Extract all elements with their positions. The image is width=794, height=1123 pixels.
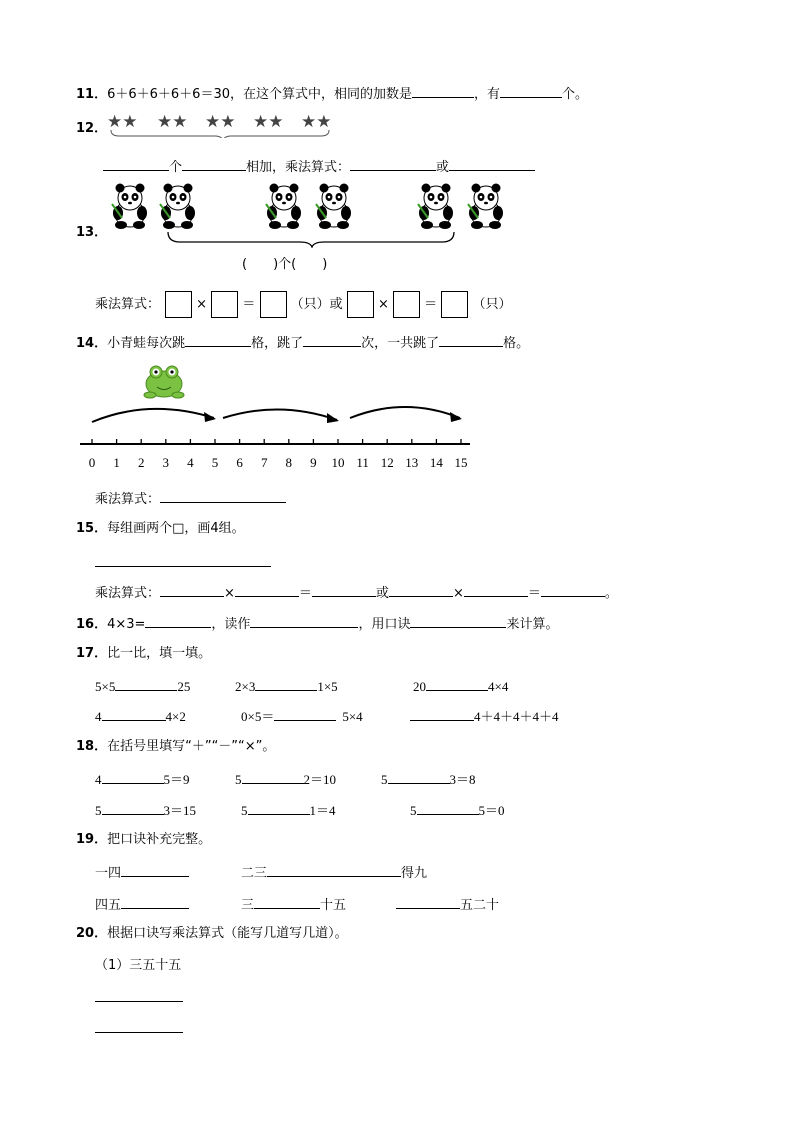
q18-item: 5 2＝10 xyxy=(235,772,337,787)
answer-box[interactable] xyxy=(347,291,374,318)
q17-item: 2×3 1×5 xyxy=(235,679,338,694)
panda-icon xyxy=(266,184,301,230)
question-title: 在括号里填写“＋”“－”“×”。 xyxy=(107,739,276,754)
star-icon: ★★ xyxy=(107,112,138,132)
answer-blank[interactable] xyxy=(464,583,528,597)
answer-blank[interactable] xyxy=(102,707,166,721)
drawing-line[interactable] xyxy=(95,566,271,567)
question-12-line2 xyxy=(103,157,535,176)
tick-label: 13 xyxy=(405,455,419,470)
star-icon: ★★ xyxy=(157,112,188,132)
panda-icon xyxy=(418,184,453,230)
panda-bracket-text xyxy=(242,257,327,273)
formula-label: 乘法算式： xyxy=(95,492,161,507)
question-number: 15． xyxy=(76,521,108,536)
question-16 xyxy=(76,614,558,633)
answer-blank[interactable] xyxy=(235,583,299,597)
question-text: ，有 xyxy=(474,87,501,102)
tick-label: 14 xyxy=(429,455,443,470)
question-18 xyxy=(76,739,275,755)
question-title: 把口诀补充完整。 xyxy=(107,832,212,847)
answer-blank[interactable] xyxy=(121,863,189,877)
question-text: 来计算。 xyxy=(506,617,559,632)
question-number: 14． xyxy=(76,336,108,351)
answer-blank[interactable] xyxy=(274,707,336,721)
tick-label: 9 xyxy=(310,455,317,470)
times-sign: × xyxy=(224,586,235,601)
q19-item: 三 十五 xyxy=(241,895,346,914)
q17-item: 4 4×2 xyxy=(95,709,186,724)
panda-icon xyxy=(160,184,195,230)
question-15 xyxy=(76,521,245,537)
number-line-diagram xyxy=(80,360,480,455)
formula-label: 乘法算式： xyxy=(95,586,161,601)
answer-blank[interactable] xyxy=(439,333,503,347)
arrowhead-icon xyxy=(204,412,216,422)
answer-box[interactable] xyxy=(165,291,192,318)
answer-blank[interactable] xyxy=(115,677,177,691)
arrowhead-icon xyxy=(450,412,462,422)
question-text: 每组画两个□，画4组。 xyxy=(107,521,245,536)
tick-label: 3 xyxy=(162,455,170,470)
jump-arcs xyxy=(92,407,460,422)
question-15-formula xyxy=(95,583,618,602)
question-number: 17． xyxy=(76,646,108,661)
q19-item: 四五 xyxy=(95,895,189,914)
answer-blank[interactable] xyxy=(145,614,211,628)
answer-line[interactable] xyxy=(95,1032,183,1033)
question-number: 13． xyxy=(76,225,108,240)
question-text: 。 xyxy=(604,586,618,601)
answer-blank[interactable] xyxy=(250,614,358,628)
q17-item: 5×5 25 xyxy=(95,679,191,694)
tick-label: 6 xyxy=(236,455,243,470)
question-text: ，读作 xyxy=(211,617,251,632)
q20-subquestion xyxy=(95,958,181,974)
question-14-formula xyxy=(95,489,286,508)
times-sign: × xyxy=(452,586,464,601)
q18-item: 5 1＝4 xyxy=(241,803,336,818)
tick-label: 12 xyxy=(380,455,394,470)
q17-item: 4＋4＋4＋4＋4 xyxy=(410,707,559,725)
tick-label: 0 xyxy=(88,455,96,470)
answer-blank[interactable] xyxy=(350,157,436,171)
answer-blank[interactable] xyxy=(103,157,169,171)
equals-sign: ＝ xyxy=(527,586,541,601)
panda-icon xyxy=(112,184,147,230)
tick-label: 1 xyxy=(113,455,120,470)
answer-blank[interactable] xyxy=(267,863,401,877)
equals-sign: ＝ xyxy=(424,297,438,312)
question-17 xyxy=(76,646,211,662)
times-sign: × xyxy=(377,297,389,312)
curly-brace xyxy=(168,232,454,247)
star-groups xyxy=(105,110,335,138)
answer-box[interactable] xyxy=(441,291,468,318)
answer-blank[interactable] xyxy=(121,895,189,909)
question-text: 4×3= xyxy=(107,617,146,632)
answer-blank[interactable] xyxy=(389,583,453,597)
tick-label: 7 xyxy=(260,455,268,470)
question-number: 19． xyxy=(76,832,108,847)
tick-label: 4 xyxy=(187,455,194,470)
answer-box[interactable] xyxy=(211,291,238,318)
frog-icon xyxy=(144,366,184,398)
answer-blank[interactable] xyxy=(410,707,474,721)
question-text: 次，一共跳了 xyxy=(361,336,440,351)
equals-sign: ＝ xyxy=(242,297,256,312)
unit-label: （只） xyxy=(472,297,512,312)
answer-blank[interactable] xyxy=(102,770,164,784)
question-text: 格。 xyxy=(503,336,530,351)
answer-blank[interactable] xyxy=(242,770,304,784)
question-number: 11． xyxy=(76,87,108,102)
question-title: 比一比，填一填。 xyxy=(107,646,212,661)
tick-label: 10 xyxy=(331,455,345,470)
question-text: ，用口诀 xyxy=(358,617,411,632)
or-text: 或 xyxy=(329,297,343,312)
answer-blank[interactable] xyxy=(541,583,605,597)
answer-blank[interactable] xyxy=(426,677,488,691)
star-icon: ★★ xyxy=(205,112,236,132)
answer-blank[interactable] xyxy=(160,489,286,503)
bracket-text: ( )个( ) xyxy=(242,257,328,272)
star-icon: ★★ xyxy=(301,112,332,132)
answer-blank[interactable] xyxy=(102,801,164,815)
question-text: 相加，乘法算式： xyxy=(246,160,351,175)
tick-label: 8 xyxy=(285,455,293,470)
panda-icon xyxy=(316,184,351,230)
answer-blank[interactable] xyxy=(388,770,450,784)
answer-blank[interactable] xyxy=(254,895,320,909)
question-20 xyxy=(76,926,348,942)
subquestion-text: （1）三五十五 xyxy=(95,958,182,973)
q17-item: 20 4×4 xyxy=(413,679,509,694)
question-text: 个 xyxy=(169,160,183,175)
answer-blank[interactable] xyxy=(185,333,251,347)
answer-blank[interactable] xyxy=(396,895,460,909)
panda-groups xyxy=(100,180,520,248)
times-sign: × xyxy=(196,297,208,312)
question-text: 或 xyxy=(436,160,450,175)
q19-item: 一四 xyxy=(95,863,189,882)
answer-box[interactable] xyxy=(260,291,287,318)
question-text: 6＋6＋6＋6＋6＝30，在这个算式中，相同的加数是 xyxy=(107,87,412,102)
question-number: 20． xyxy=(76,926,108,941)
question-14 xyxy=(76,333,529,352)
arrowhead-icon xyxy=(327,413,339,423)
equals-sign: ＝ xyxy=(298,586,312,601)
tick-label: 15 xyxy=(454,455,468,470)
answer-blank[interactable] xyxy=(312,583,376,597)
answer-blank[interactable] xyxy=(417,801,479,815)
question-text: 格，跳了 xyxy=(251,336,304,351)
unit-label: （只） xyxy=(290,297,330,312)
question-title: 根据口诀写乘法算式（能写几道写几道）。 xyxy=(107,926,348,941)
q18-item: 5 3＝8 xyxy=(381,772,476,787)
tick-label: 5 xyxy=(211,455,219,470)
question-12-number xyxy=(76,121,107,137)
question-19 xyxy=(76,832,211,848)
question-number: 18． xyxy=(76,739,108,754)
answer-blank[interactable] xyxy=(255,677,317,691)
question-11 xyxy=(76,84,588,103)
answer-blank[interactable] xyxy=(303,333,361,347)
question-13-formula xyxy=(95,290,511,320)
answer-blank[interactable] xyxy=(412,84,474,98)
question-text: 个。 xyxy=(562,87,589,102)
q17-item: 0×5＝ 5×4 xyxy=(241,709,363,724)
answer-blank[interactable] xyxy=(449,157,535,171)
answer-blank[interactable] xyxy=(410,614,506,628)
answer-line[interactable] xyxy=(95,1001,183,1002)
or-text: 或 xyxy=(375,586,389,601)
tick-label: 2 xyxy=(137,455,145,470)
q18-item: 4 5＝9 xyxy=(95,772,190,787)
tick-label: 11 xyxy=(356,455,369,470)
q18-item: 5 5＝0 xyxy=(410,803,505,818)
question-number: 12． xyxy=(76,121,108,136)
panda-icon xyxy=(468,184,503,230)
q18-item: 5 3＝15 xyxy=(95,803,197,818)
answer-blank[interactable] xyxy=(500,84,562,98)
answer-box[interactable] xyxy=(393,291,420,318)
question-text: 小青蛙每次跳 xyxy=(107,336,186,351)
answer-blank[interactable] xyxy=(160,583,224,597)
question-number: 16． xyxy=(76,617,108,632)
star-icon: ★★ xyxy=(253,112,284,132)
formula-label: 乘法算式： xyxy=(95,297,161,312)
answer-blank[interactable] xyxy=(248,801,310,815)
q19-item: 二三 得九 xyxy=(241,863,427,882)
q19-item: 五二十 xyxy=(396,895,499,914)
answer-blank[interactable] xyxy=(182,157,246,171)
